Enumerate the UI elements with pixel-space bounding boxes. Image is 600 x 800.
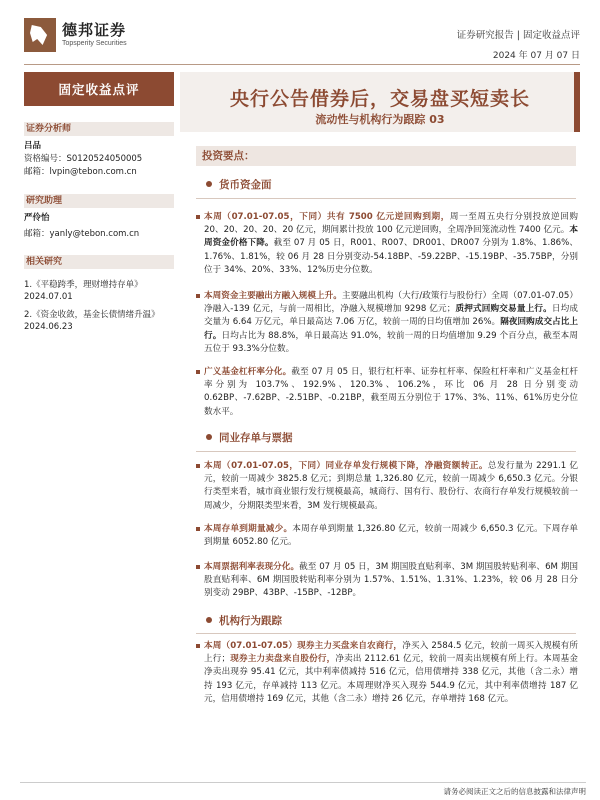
paragraph-repo: 本周（07.01-07.05，下同）共有 7500 亿元逆回购到期，周一至周五央行分别投放逆回购 20、20、20、20、20 亿元，期间累计投放 100 亿元逆回购，全周净回笼流动性 7400 亿元。本周资金价格下降。截至 07 月 05 日，R001、R007、DR001、DR007 分别为 1.8%、1.86%、1.76%、1.81%，较 06 月 28 日分别变动-54.18BP、-59.22BP、-15.19BP、-35.75BP，分别位于 34%、20%、33%、12%历史分位数。 bbox=[204, 211, 578, 277]
assistant-name: 严伶怡 bbox=[24, 213, 50, 223]
section-heading-institutions: 机构行为跟踪 bbox=[206, 613, 282, 628]
section-divider bbox=[196, 633, 576, 634]
section-divider bbox=[196, 198, 576, 199]
analyst-email[interactable]: 邮箱：lvpin@tebon.com.cn bbox=[24, 167, 137, 177]
report-subtitle: 流动性与机构行为跟踪 03 bbox=[315, 113, 445, 126]
paragraph-cd-maturity: 本周存单到期量减少。本周存单到期量 1,326.80 亿元，较前一周减少 6,650.3 亿元。下周存单到期量 6052.80 亿元。 bbox=[204, 523, 578, 549]
report-date: 2024 年 07 月 07 日 bbox=[492, 51, 580, 61]
header-divider bbox=[24, 64, 580, 65]
section-heading-money-market: 货币资金面 bbox=[206, 177, 272, 192]
square-bullet-icon bbox=[196, 565, 200, 569]
brand-logo bbox=[24, 18, 127, 52]
square-bullet-icon bbox=[196, 527, 200, 531]
analyst-name: 吕品 bbox=[24, 141, 42, 151]
key-points-label: 投资要点： bbox=[196, 146, 576, 166]
related-item-2-title[interactable]: 2.《资金收敛，基金长债情绪升温》 bbox=[24, 310, 160, 320]
related-research-title: 相关研究 bbox=[24, 255, 174, 269]
brand-name-en: Topsperity Securities bbox=[62, 39, 127, 47]
report-title: 央行公告借券后，交易盘买短卖长 bbox=[229, 88, 530, 110]
analyst-section-title: 证券分析师 bbox=[24, 122, 174, 136]
logo-icon bbox=[24, 18, 56, 52]
paragraph-cd-issuance: 本周（07.01-07.05，下同）同业存单发行规模下降，净融资额转正。总发行量为 2291.1 亿元，较前一周减少 3825.8 亿元；到期总量 1,326.80 亿元，较前一周减少 6,650.3 亿元。分银行类型来看，城市商业银行发行规模最高，城商行、国有行、股份行、农商行存单发行规模较前一周减少，分期限类型来看，3M 发行规模最高。 bbox=[204, 460, 578, 513]
bullet-dot-icon bbox=[206, 434, 212, 440]
square-bullet-icon bbox=[196, 370, 200, 374]
report-type: 证券研究报告 | 固定收益点评 bbox=[456, 30, 580, 41]
square-bullet-icon bbox=[196, 294, 200, 298]
paragraph-institution-flows: 本周（07.01-07.05）现券主力买盘来自农商行，净买入 2584.5 亿元，较前一周买入规模有所上行；现券主力卖盘来自股份行，净卖出 2112.61 亿元，较前一周卖出规模有所上行。本周基金净卖出现券 95.41 亿元，其中利率债减持 516 亿元，信用债增持 338 亿元，其他（含二永）增持 193 亿元，存单减持 113 亿元。本周理财净买入现券 544.9 亿元，其中利率债增持 187 亿元，信用债增持 169 亿元，其他（含二永）增持 26 亿元，存单增持 168 亿元。 bbox=[204, 640, 578, 706]
title-block bbox=[180, 72, 580, 132]
paragraph-bill-rates: 本周票据利率表现分化。截至 07 月 05 日，3M 期国股直贴利率、3M 期国股转贴利率、6M 期国股直贴利率、6M 期国股转贴利率分别为 1.57%、1.51%、1.31%、1.23%，较 06 月 28 日分别变动 29BP、43BP、-15BP、-12BP。 bbox=[204, 561, 578, 601]
square-bullet-icon bbox=[196, 464, 200, 468]
bullet-dot-icon bbox=[206, 181, 212, 187]
square-bullet-icon bbox=[196, 215, 200, 219]
report-category-banner: 固定收益点评 bbox=[24, 72, 174, 106]
footer-divider bbox=[20, 782, 586, 783]
section-heading-cd-bills: 同业存单与票据 bbox=[206, 430, 293, 445]
square-bullet-icon bbox=[196, 644, 200, 648]
paragraph-lenders: 本周资金主要融出方融入规模上升。主要融出机构（大行/政策行与股份行）全周（07.01-07.05）净融入-139 亿元，与前一周相比，净融入规模增加 9298 亿元；质押式回购交易量上行。日均成交量为 6.64 万亿元，单日最高达 7.06 万亿，较前一周的日均值增加 26%。隔夜回购成交占比上行。日均占比为 88.8%，单日最高达 91.0%，较前一周的日均值增加 9.29 个百分点，截至本周五位于 93.3%分位数。 bbox=[204, 290, 578, 356]
related-item-1-date: 2024.07.01 bbox=[24, 292, 73, 302]
related-item-2-date: 2024.06.23 bbox=[24, 322, 73, 332]
brand-name-cn: 德邦证券 bbox=[62, 20, 127, 39]
legal-disclaimer: 请务必阅读正文之后的信息披露和法律声明 bbox=[443, 787, 586, 796]
bullet-dot-icon bbox=[206, 617, 212, 623]
paragraph-leverage: 广义基金杠杆率分化。截至 07 月 05 日，银行杠杆率、证券杠杆率、保险杠杆率和广义基金杠杆率分别为 103.7%、192.9%、120.3%、106.2%，环比 06 月 28 日分别变动 0.62BP、-7.62BP、-2.51BP、-0.21BP，截至周五分别位于 17%、3%、11%、61%历史分位数水平。 bbox=[204, 366, 578, 419]
related-item-1-title[interactable]: 1.《平稳跨季，理财增持存单》 bbox=[24, 280, 143, 290]
assistant-section-title: 研究助理 bbox=[24, 194, 174, 208]
assistant-email[interactable]: 邮箱：yanly@tebon.com.cn bbox=[24, 229, 140, 239]
section-divider bbox=[196, 451, 576, 452]
analyst-cert: 资格编号：S0120524050005 bbox=[24, 154, 143, 164]
